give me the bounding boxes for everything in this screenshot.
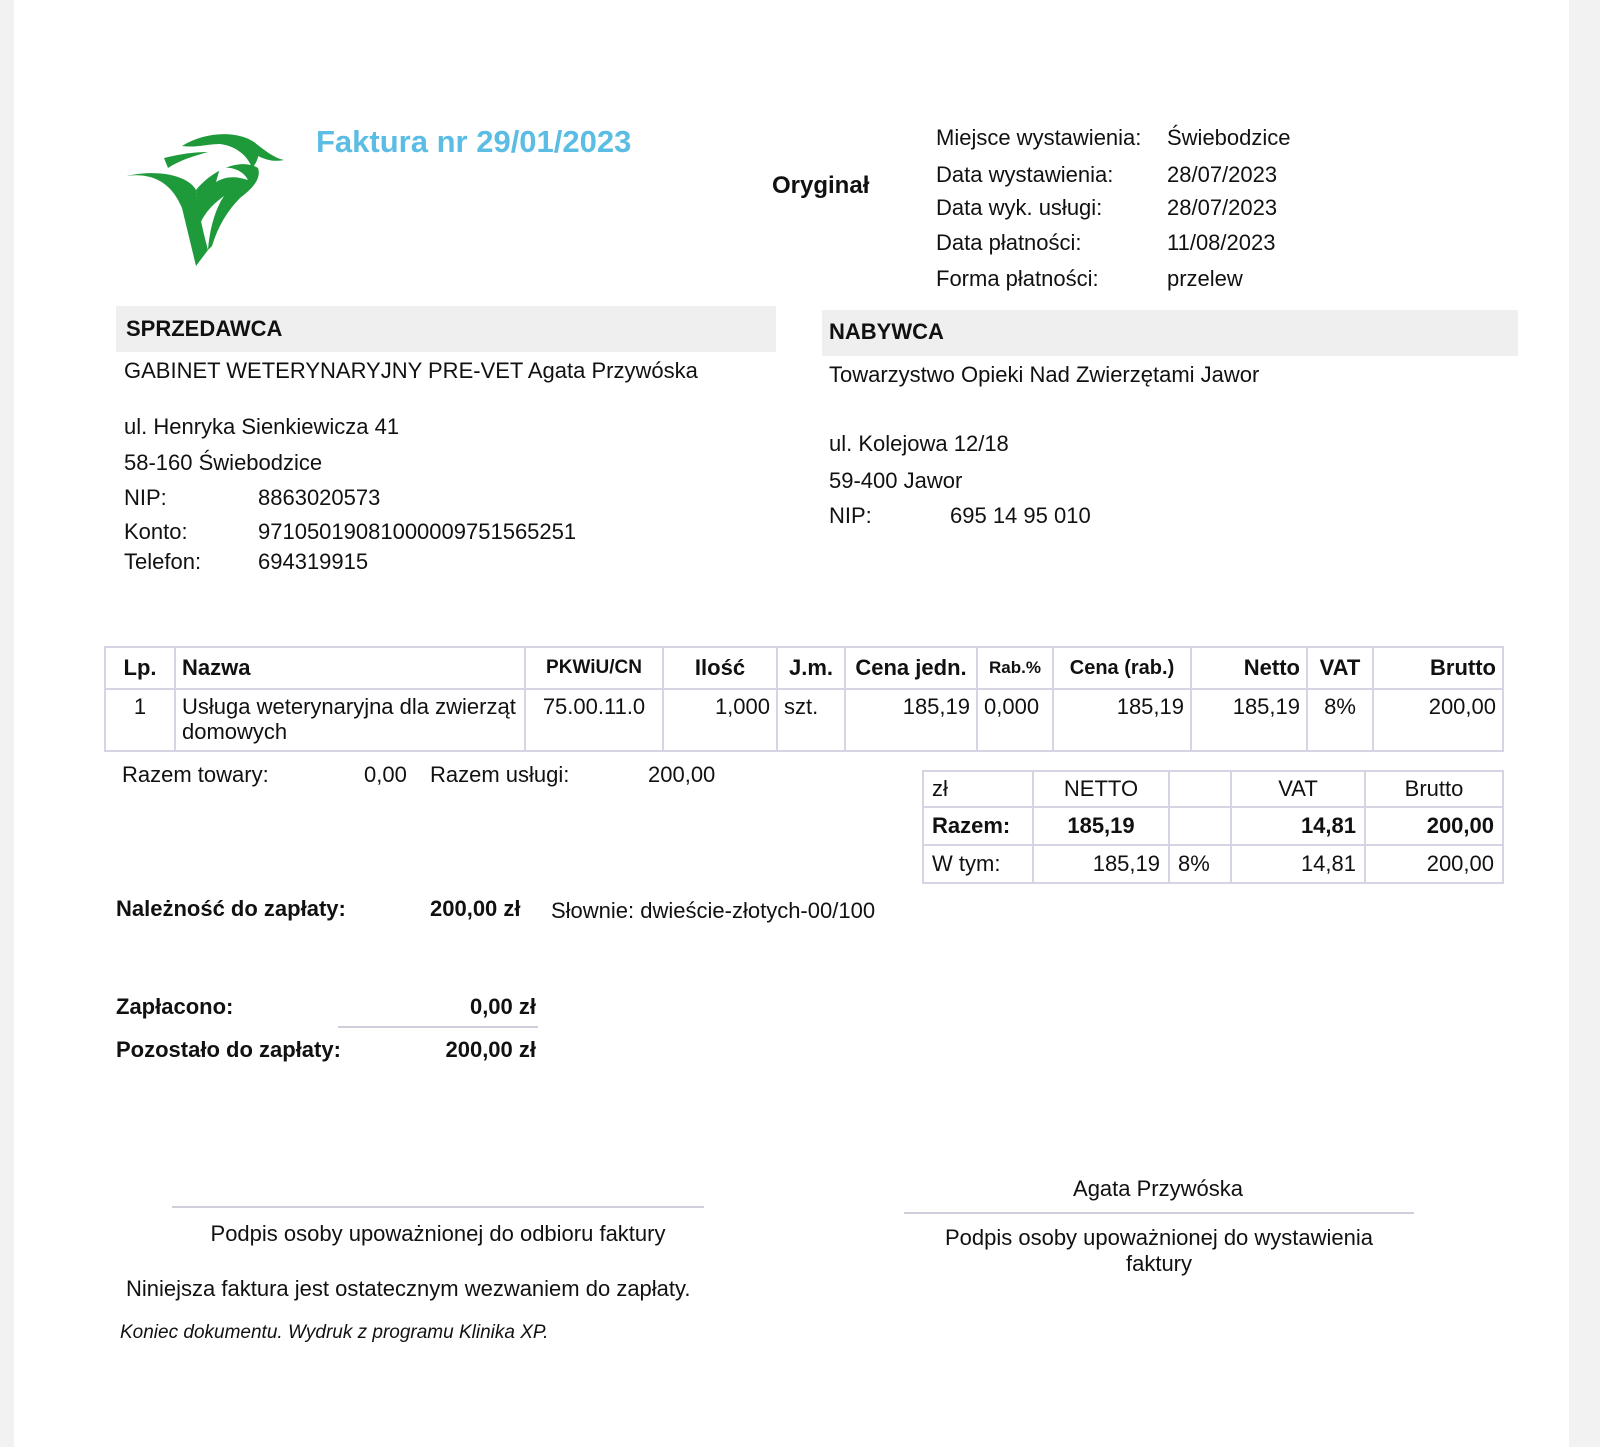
col-disc-price: Cena (rab.) xyxy=(1053,647,1191,689)
document-end-note: Koniec dokumentu. Wydruk z programu Klinika XP. xyxy=(120,1322,549,1343)
meta-value: Świebodzice xyxy=(1167,125,1291,150)
paid-underline xyxy=(338,1026,538,1028)
cell-unit: szt. xyxy=(777,689,845,751)
seller-account-label: Konto: xyxy=(124,519,188,544)
meta-label: Data wyk. usługi: xyxy=(936,195,1103,220)
seller-nip-label: NIP: xyxy=(124,485,167,510)
buyer-heading: NABYWCA xyxy=(829,319,944,344)
col-vat: VAT xyxy=(1307,647,1373,689)
col-name: Nazwa xyxy=(175,647,525,689)
amount-due-value: 200,00 zł xyxy=(430,896,521,921)
col-net: Netto xyxy=(1191,647,1307,689)
meta-label: Miejsce wystawienia: xyxy=(936,125,1142,150)
summary-currency: zł xyxy=(923,771,1033,807)
buyer-city: 59-400 Jawor xyxy=(829,468,963,493)
seller-heading: SPRZEDAWCA xyxy=(126,316,283,341)
summary-header-row xyxy=(923,771,1503,807)
cell-unit-price: 185,19 xyxy=(845,689,977,751)
summary-total-label: Razem: xyxy=(923,807,1033,845)
seller-nip: 8863020573 xyxy=(258,485,381,510)
invoice-page xyxy=(14,0,1569,1447)
vat-summary-table xyxy=(922,770,1504,884)
paid-value: 0,00 zł xyxy=(469,994,536,1019)
summary-incl-gross: 200,00 xyxy=(1365,845,1503,883)
col-qty: Ilość xyxy=(663,647,777,689)
cell-lp: 1 xyxy=(105,689,175,751)
summary-total-vat: 14,81 xyxy=(1231,807,1365,845)
col-unit: J.m. xyxy=(777,647,845,689)
meta-value: 11/08/2023 xyxy=(1167,230,1276,255)
goods-total-label: Razem towary: xyxy=(122,762,269,787)
col-unit-price: Cena jedn. xyxy=(845,647,977,689)
cell-pkwiu: 75.00.11.0 xyxy=(525,689,663,751)
amount-in-words: Słownie: dwieście-złotych-00/100 xyxy=(551,898,876,923)
table-row xyxy=(105,689,1503,751)
summary-empty xyxy=(1169,807,1231,845)
meta-label: Forma płatności: xyxy=(936,266,1099,291)
cell-qty: 1,000 xyxy=(663,689,777,751)
meta-value: przelew xyxy=(1167,266,1243,291)
veterinary-logo-icon xyxy=(124,128,284,276)
cell-vat: 8% xyxy=(1307,689,1373,751)
items-header-row xyxy=(105,647,1503,689)
paid-label: Zapłacono: xyxy=(116,994,234,1019)
seller-phone-label: Telefon: xyxy=(124,549,202,574)
cell-name: Usługa weterynaryjna dla zwierząt domowych xyxy=(175,689,525,751)
remaining-label: Pozostało do zapłaty: xyxy=(116,1037,341,1062)
summary-incl-net: 185,19 xyxy=(1033,845,1169,883)
col-lp: Lp. xyxy=(105,647,175,689)
col-gross: Brutto xyxy=(1373,647,1503,689)
issuer-signature-caption: Podpis osoby upoważnionej do wystawienia xyxy=(944,1225,1374,1250)
buyer-street: ul. Kolejowa 12/18 xyxy=(829,431,1009,456)
cell-disc-price: 185,19 xyxy=(1053,689,1191,751)
final-notice: Niniejsza faktura jest ostatecznym wezwaniem do zapłaty. xyxy=(126,1276,691,1301)
summary-total-net: 185,19 xyxy=(1033,807,1169,845)
meta-value: 28/07/2023 xyxy=(1167,195,1278,220)
amount-due-label: Należność do zapłaty: xyxy=(116,896,346,921)
seller-account: 97105019081000009751565251 xyxy=(258,519,577,544)
seller-phone: 694319915 xyxy=(258,549,369,574)
summary-gross-header: Brutto xyxy=(1365,771,1503,807)
cell-discount: 0,000 xyxy=(977,689,1053,751)
issuer-name: Agata Przywóska xyxy=(1073,1176,1243,1201)
cell-net: 185,19 xyxy=(1191,689,1307,751)
issuer-signature-line xyxy=(904,1212,1414,1214)
invoice-title: Faktura nr 29/01/2023 xyxy=(316,124,632,159)
meta-label: Data wystawienia: xyxy=(936,162,1114,187)
services-total-value: 200,00 xyxy=(648,762,716,787)
col-discount: Rab.% xyxy=(977,647,1053,689)
receiver-signature-caption: Podpis osoby upoważnionej do odbioru faktury xyxy=(210,1221,666,1246)
summary-incl-row xyxy=(923,845,1503,883)
receiver-signature-line xyxy=(172,1206,704,1208)
summary-incl-rate: 8% xyxy=(1169,845,1231,883)
buyer-nip-label: NIP: xyxy=(829,503,872,528)
summary-total-gross: 200,00 xyxy=(1365,807,1503,845)
summary-incl-label: W tym: xyxy=(923,845,1033,883)
summary-net-header: NETTO xyxy=(1033,771,1169,807)
seller-city: 58-160 Świebodzice xyxy=(124,450,323,475)
meta-label: Data płatności: xyxy=(936,230,1082,255)
remaining-value: 200,00 zł xyxy=(445,1037,536,1062)
summary-total-row xyxy=(923,807,1503,845)
services-total-label: Razem usługi: xyxy=(430,762,570,787)
meta-value: 28/07/2023 xyxy=(1167,162,1278,187)
buyer-nip: 695 14 95 010 xyxy=(950,503,1091,528)
issuer-signature-caption-2: faktury xyxy=(1125,1251,1193,1276)
cell-gross: 200,00 xyxy=(1373,689,1503,751)
col-pkwiu: PKWiU/CN xyxy=(525,647,663,689)
buyer-name: Towarzystwo Opieki Nad Zwierzętami Jawor xyxy=(829,362,1260,387)
copy-label: Oryginał xyxy=(772,172,870,199)
summary-empty xyxy=(1169,771,1231,807)
summary-incl-vat: 14,81 xyxy=(1231,845,1365,883)
seller-name: GABINET WETERYNARYJNY PRE-VET Agata Przywóska xyxy=(124,358,698,383)
items-table xyxy=(104,646,1504,752)
seller-street: ul. Henryka Sienkiewicza 41 xyxy=(124,414,400,439)
summary-vat-header: VAT xyxy=(1231,771,1365,807)
goods-total-value: 0,00 xyxy=(364,762,407,787)
